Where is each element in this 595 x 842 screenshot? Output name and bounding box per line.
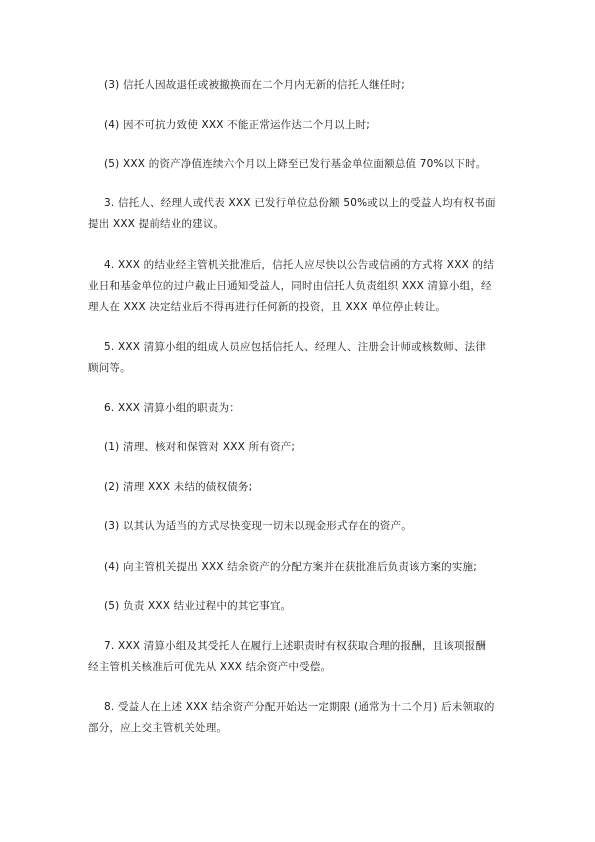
paragraph-3-line-2: 提出 XXX 提前结业的建议。 <box>88 218 225 230</box>
paragraph-5-line-2: 顾问等。 <box>88 362 131 374</box>
paragraph-8-line-1: 8. 受益人在上述 XXX 结余资产分配开始达一定期限 (通常为十二个月) 后未领取的 <box>104 701 495 713</box>
paragraph-5-line-1: 5. XXX 清算小组的组成人员应包括信托人、经理人、注册会计师或核数师、法律 <box>104 341 487 353</box>
paragraph-4-line-1: 4. XXX 的结业经主管机关批准后，信托人应尽快以公告或信函的方式将 XXX 的结 <box>104 259 494 271</box>
duty-item-5: (5) 负责 XXX 结业过程中的其它事宜。 <box>104 600 292 612</box>
paragraph-item-3: (3) 信托人因故退任或被撤换而在二个月内无新的信托人继任时; <box>104 79 405 91</box>
paragraph-7-line-1: 7. XXX 清算小组及其受托人在履行上述职责时有权获取合理的报酬，且该项报酬 <box>104 640 487 652</box>
duty-item-2: (2) 清理 XXX 未结的债权债务; <box>104 481 253 493</box>
paragraph-4-line-3: 理人在 XXX 决定结业后不得再进行任何新的投资，且 XXX 单位停止转让。 <box>88 301 447 313</box>
duty-item-4: (4) 向主管机关提出 XXX 结余资产的分配方案并在获批准后负责该方案的实施; <box>104 561 478 573</box>
paragraph-8-line-2: 部分，应上交主管机关处理。 <box>88 722 228 734</box>
paragraph-7-line-2: 经主管机关核准后可优先从 XXX 结余资产中受偿。 <box>88 661 332 673</box>
paragraph-3-line-1: 3. 信托人、经理人或代表 XXX 已发行单位总份额 50%或以上的受益人均有权书面 <box>104 197 496 209</box>
paragraph-6: 6. XXX 清算小组的职责为： <box>104 402 240 414</box>
paragraph-item-5: (5) XXX 的资产净值连续六个月以上降至已发行基金单位面额总值 70%以下时。 <box>104 158 487 170</box>
duty-item-3: (3) 以其认为适当的方式尽快变现一切未以现金形式存在的资产。 <box>104 520 412 532</box>
duty-item-1: (1) 清理、核对和保管对 XXX 所有资产; <box>104 441 296 453</box>
paragraph-item-4: (4) 因不可抗力致使 XXX 不能正常运作达二个月以上时; <box>104 119 371 131</box>
paragraph-4-line-2: 业日和基金单位的过户截止日通知受益人，同时由信托人负责组织 XXX 清算小组，经 <box>88 280 492 292</box>
